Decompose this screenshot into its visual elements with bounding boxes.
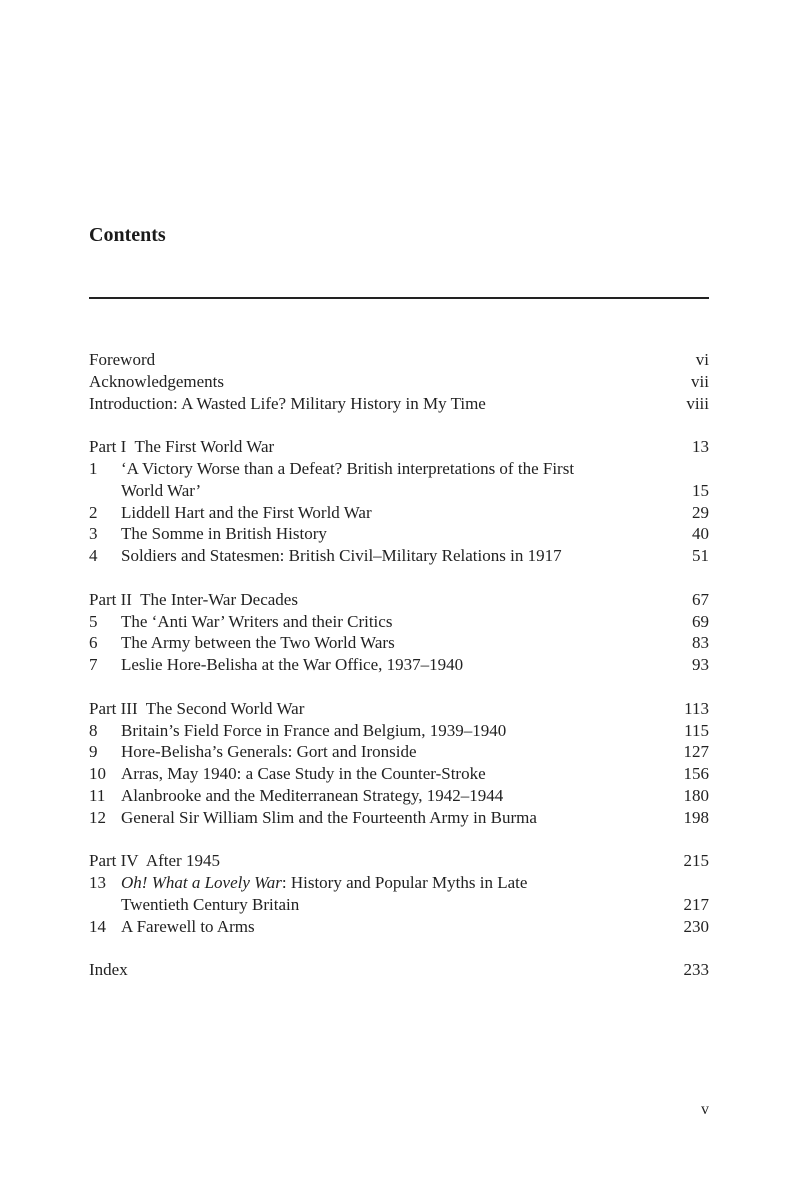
toc-chapter[interactable] (89, 632, 709, 654)
toc-part-1[interactable] (89, 436, 709, 458)
toc-page-number: 198 (683, 807, 709, 827)
toc-page-number: 13 (692, 437, 709, 457)
chapter-title: Hore-Belisha’s Generals: Gort and Ironside (121, 742, 417, 762)
toc-part-3[interactable] (89, 698, 709, 720)
toc-page-number: 127 (683, 742, 709, 762)
chapter-title (121, 872, 649, 916)
chapter-number: 14 (89, 916, 106, 936)
toc-page-number: 233 (683, 960, 709, 980)
chapter-number: 5 (89, 611, 98, 631)
chapter-number: 2 (89, 502, 98, 522)
toc-chapter[interactable] (89, 720, 709, 742)
toc-chapter[interactable] (89, 545, 709, 567)
toc-chapter[interactable] (89, 785, 709, 807)
toc-chapter[interactable] (89, 916, 709, 938)
chapter-number: 12 (89, 807, 106, 827)
chapter-title-rest: : History and Popular Myths in Late Twentieth Century Britain (121, 873, 528, 914)
chapter-number: 10 (89, 764, 106, 784)
toc-page-number: viii (686, 393, 709, 413)
toc-chapter[interactable] (89, 741, 709, 763)
chapter-title: Britain’s Field Force in France and Belgium, 1939–1940 (121, 720, 507, 740)
toc-page-number: vi (695, 350, 709, 369)
heading-rule (89, 297, 709, 299)
chapter-number: 9 (89, 742, 98, 762)
chapter-number: 13 (89, 873, 106, 893)
toc-page-number: 156 (683, 764, 709, 784)
toc-page-number: 115 (684, 720, 709, 740)
toc-chapter[interactable] (89, 872, 709, 916)
toc-entry-acknowledgements[interactable] (89, 371, 709, 393)
toc-page-number: vii (691, 371, 709, 391)
part-title: Part IV After 1945 (89, 851, 220, 871)
toc-page-number: 29 (692, 502, 709, 522)
chapter-title: Soldiers and Statesmen: British Civil–Military Relations in 1917 (121, 546, 562, 566)
toc-chapter[interactable] (89, 611, 709, 633)
toc-page-number: 51 (692, 546, 709, 566)
toc-page-number: 217 (683, 894, 709, 914)
toc-page-number: 67 (692, 589, 709, 609)
chapter-number: 11 (89, 785, 106, 805)
chapter-title: Alanbrooke and the Mediterranean Strategy, 1942–1944 (121, 785, 504, 805)
toc-page-number: 230 (683, 916, 709, 936)
chapter-title: A Farewell to Arms (121, 916, 255, 936)
toc-entry-index[interactable] (89, 959, 709, 981)
toc-part-4[interactable] (89, 850, 709, 872)
toc-page-number: 15 (692, 480, 709, 500)
toc-page-number: 69 (692, 611, 709, 631)
chapter-title: ‘A Victory Worse than a Defeat? British interpretations of the First World War’ (121, 458, 575, 500)
chapter-number: 8 (89, 720, 98, 740)
table-of-contents (89, 349, 709, 981)
chapter-number: 7 (89, 655, 98, 675)
toc-chapter[interactable] (89, 654, 709, 676)
toc-chapter[interactable] (89, 458, 709, 502)
part-title: Part I The First World War (89, 437, 275, 457)
toc-part-2[interactable] (89, 589, 709, 611)
toc-page-number: 83 (692, 633, 709, 653)
page-folio: v (701, 1101, 709, 1118)
chapter-title: The Army between the Two World Wars (121, 633, 395, 653)
toc-chapter[interactable] (89, 523, 709, 545)
toc-entry-introduction[interactable] (89, 393, 709, 415)
chapter-title: The Somme in British History (121, 524, 327, 544)
chapter-number: 1 (89, 458, 98, 478)
toc-entry-title: Acknowledgements (89, 371, 225, 391)
page-title: Contents (89, 224, 166, 246)
part-title: Part II The Inter-War Decades (89, 589, 298, 609)
toc-page-number: 215 (683, 851, 709, 871)
chapter-title: General Sir William Slim and the Fourteenth Army in Burma (121, 807, 537, 827)
toc-chapter[interactable] (89, 502, 709, 524)
toc-entry-title: Foreword (89, 350, 156, 369)
chapter-title: Liddell Hart and the First World War (121, 502, 372, 522)
toc-chapter[interactable] (89, 763, 709, 785)
chapter-title-italic: Oh! What a Lovely War (121, 873, 282, 893)
toc-page-number: 40 (692, 524, 709, 544)
chapter-number: 4 (89, 546, 98, 566)
chapter-title: Leslie Hore-Belisha at the War Office, 1937–1940 (121, 655, 464, 675)
toc-page-number: 113 (684, 698, 709, 718)
chapter-title: Arras, May 1940: a Case Study in the Counter-Stroke (121, 764, 486, 784)
toc-entry-title: Introduction: A Wasted Life? Military History in My Time (89, 393, 486, 413)
part-title: Part III The Second World War (89, 698, 305, 718)
chapter-title: The ‘Anti War’ Writers and their Critics (121, 611, 393, 631)
toc-entry-title: Index (89, 960, 128, 980)
chapter-number: 6 (89, 633, 98, 653)
toc-entry-foreword[interactable] (89, 349, 709, 371)
chapter-number: 3 (89, 524, 98, 544)
toc-chapter[interactable] (89, 807, 709, 829)
toc-page-number: 180 (683, 785, 709, 805)
toc-page-number: 93 (692, 655, 709, 675)
